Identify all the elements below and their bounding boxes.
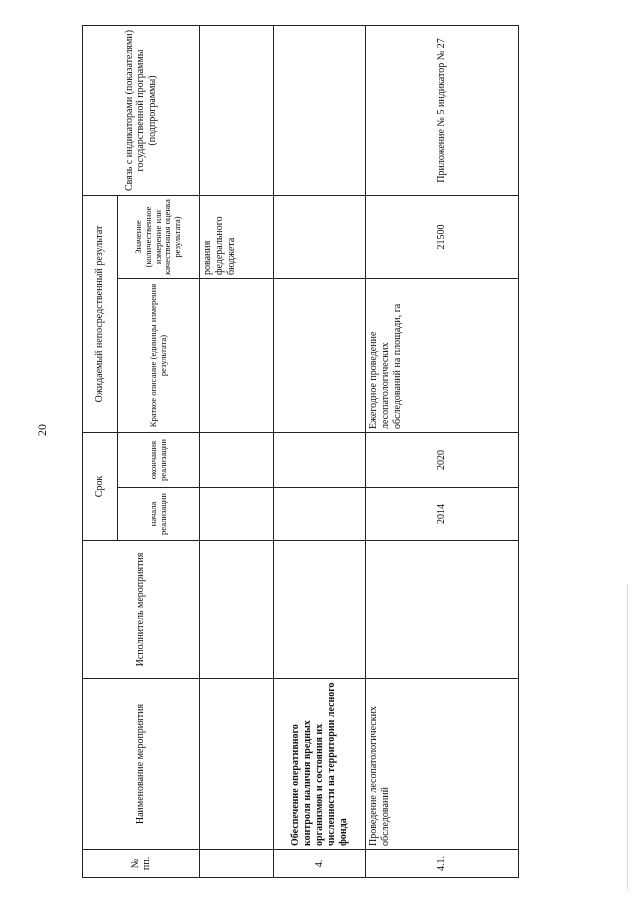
rotated-table-container bbox=[82, 26, 518, 878]
header-result-desc: Краткое описание (единицы измерения результата) bbox=[118, 279, 200, 433]
header-term: Срок bbox=[83, 433, 118, 541]
cell-value bbox=[274, 195, 366, 278]
cell-desc bbox=[274, 279, 366, 433]
cell-start: 2014 bbox=[366, 488, 519, 541]
cell-executor bbox=[274, 541, 366, 679]
cell-link bbox=[200, 25, 274, 195]
cell-link bbox=[274, 25, 366, 195]
header-term-start: начала реализации bbox=[118, 488, 200, 541]
cell-end bbox=[200, 433, 274, 488]
header-executor: Исполнитель мероприятия bbox=[83, 541, 200, 679]
header-term-end: окончания реализации bbox=[118, 433, 200, 488]
cell-start bbox=[200, 488, 274, 541]
page-number: 20 bbox=[35, 424, 49, 436]
scan-edge-line bbox=[627, 585, 629, 890]
header-result-value: Значение (количественное измерение или качественная оценка результата) bbox=[118, 195, 200, 278]
cell-name bbox=[200, 679, 274, 850]
cell-link: Приложение № 5 индикатор № 27 bbox=[366, 25, 519, 195]
cell-name: Обеспечение оперативного контроля наличия вредных организмов и состояния их численности на территории лесного фонда bbox=[274, 679, 366, 850]
cell-value: 21500 bbox=[366, 195, 519, 278]
header-no: № пп. bbox=[83, 850, 200, 878]
table-row bbox=[200, 25, 274, 877]
cell-executor bbox=[366, 541, 519, 679]
table-row bbox=[366, 25, 519, 877]
cell-no: 4. bbox=[274, 850, 366, 878]
header-link: Связь с индикаторами (показателями) государственной программы (подпрограммы) bbox=[83, 25, 200, 195]
cell-executor bbox=[200, 541, 274, 679]
cell-no bbox=[200, 850, 274, 878]
cell-no: 4.1. bbox=[366, 850, 519, 878]
header-name: Наименование мероприятия bbox=[83, 679, 200, 850]
cell-value: рования федерального бюджета bbox=[200, 195, 274, 278]
cell-desc bbox=[200, 279, 274, 433]
cell-end: 2020 bbox=[366, 433, 519, 488]
cell-name: Проведение лесопатологических обследований bbox=[366, 679, 519, 850]
header-result: Ожидаемый непосредственный результат bbox=[83, 195, 118, 432]
cell-end bbox=[274, 433, 366, 488]
table-row bbox=[274, 25, 366, 877]
cell-start bbox=[274, 488, 366, 541]
activities-table bbox=[82, 25, 519, 878]
cell-desc: Ежегодное проведение лесопатологических обследований на площади, га bbox=[366, 279, 519, 433]
